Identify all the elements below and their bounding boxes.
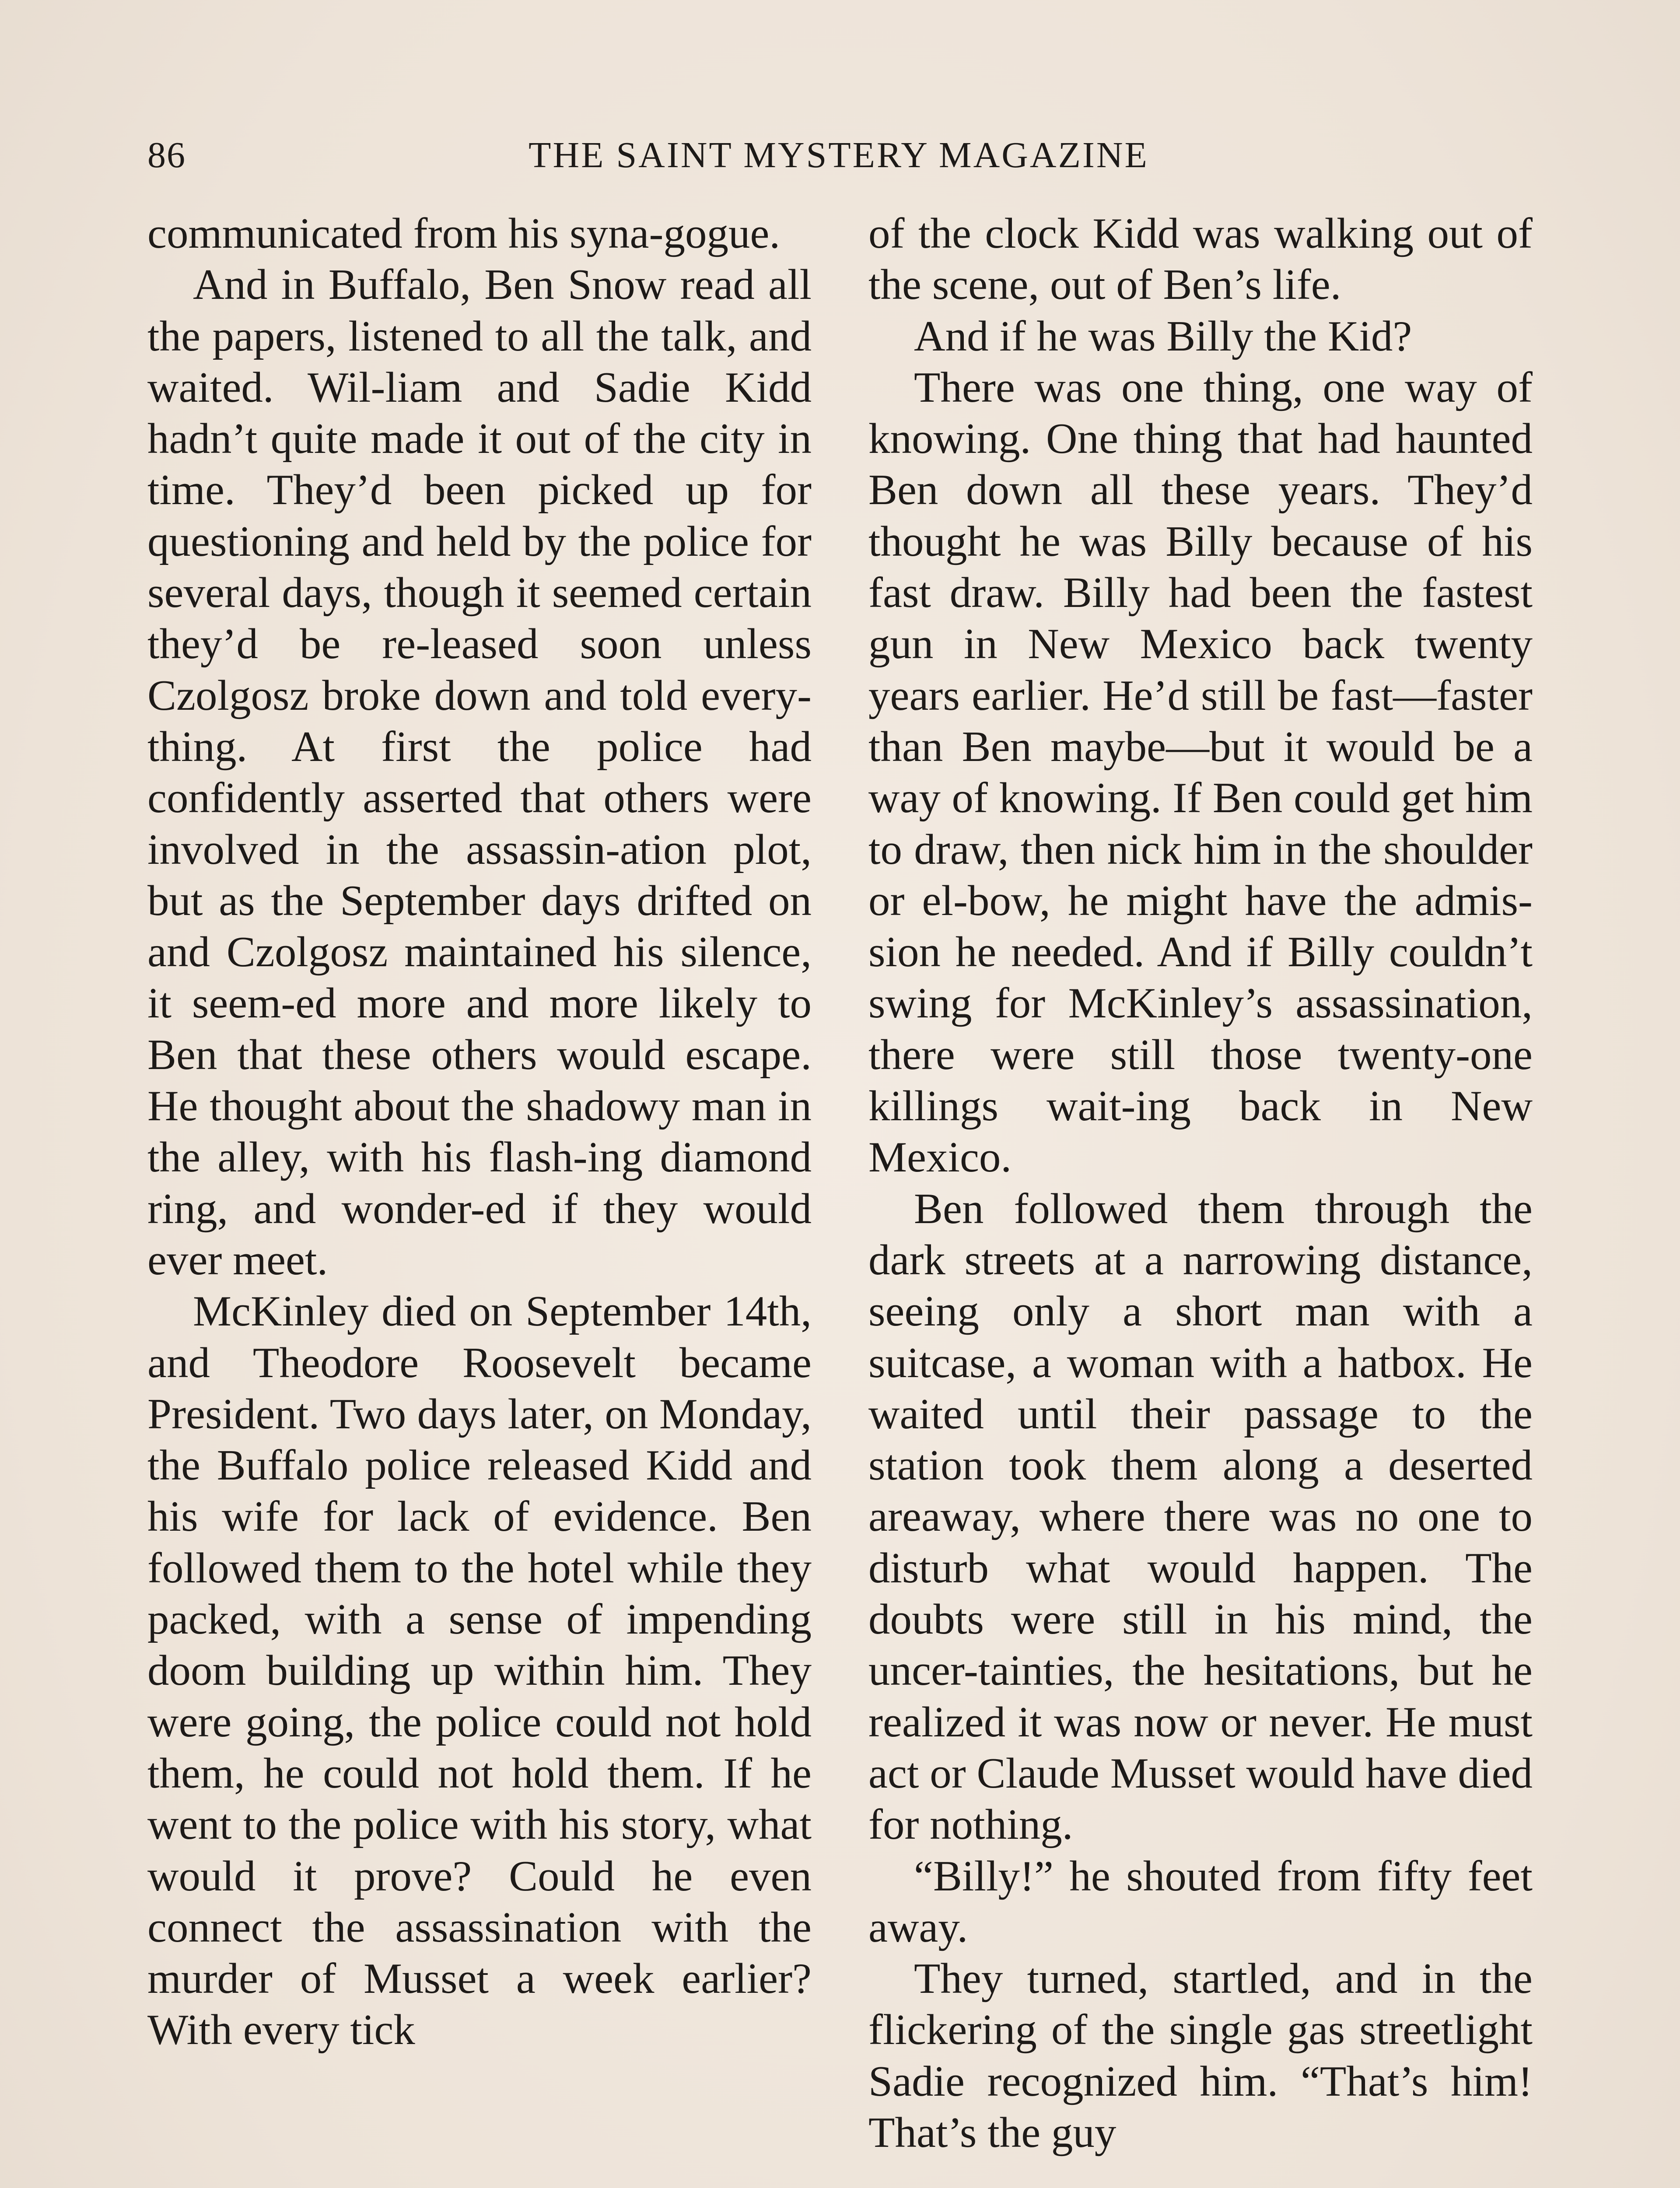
- page-number: 86: [147, 135, 186, 175]
- paragraph: communicated from his syna-gogue.: [147, 210, 780, 257]
- paragraph: And in Buffalo, Ben Snow read all the papers, listened to all the talk, and waited. Wil-liam and Sadie Kidd hadn’t quite made it out of the city in time. They’d been picked up for questioning and held by the police for several days, though it seemed certain they’d be re-leased soon unless Czolgosz broke down and told every-thing. At first the police had confidently asserted that others were involved in the assassin-ation plot, but as the September days drifted on and Czolgosz maintained his silence, it seem-ed more and more likely to Ben that these others would escape. He thought about the shadowy man in the alley, with his flash-ing diamond ring, and wonder-ed if they would ever meet.: [147, 261, 812, 1284]
- paragraph: And if he was Billy the Kid?: [914, 312, 1412, 360]
- left-text-column: [147, 208, 812, 2188]
- right-text-column: [868, 208, 1533, 2188]
- paragraph: McKinley died on September 14th, and Theodore Roosevelt became President. Two days later, on Monday, the Buffalo police released Kidd and his wife for lack of evidence. Ben followed them to the hotel while they packed, with a sense of impending doom building up within him. They were going, the police could not hold them, he could not hold them. If he went to the police with his story, what would it prove? Could he even connect the assassination with the murder of Musset a week earlier? With every tick: [147, 1287, 812, 2054]
- running-title: THE SAINT MYSTERY MAGAZINE: [528, 135, 1149, 175]
- paragraph: “Billy!” he shouted from fifty feet away.: [868, 1852, 1533, 1951]
- page-header: [147, 131, 1530, 179]
- paragraph: They turned, startled, and in the flickering of the single gas streetlight Sadie recognized him. “That’s him! That’s the guy: [868, 1955, 1533, 2156]
- paragraph: of the clock Kidd was walking out of the scene, out of Ben’s life.: [868, 210, 1533, 309]
- paragraph: Ben followed them through the dark streets at a narrowing distance, seeing only a short man with a suitcase, a woman with a hatbox. He waited until their passage to the station took them along a deserted areaway, where there was no one to disturb what would happen. The doubts were still in his mind, the uncer-tainties, the hesitations, but he realized it was now or never. He must act or Claude Musset would have died for nothing.: [868, 1185, 1533, 1849]
- paragraph: There was one thing, one way of knowing. One thing that had haunted Ben down all these years. They’d thought he was Billy because of his fast draw. Billy had been the fastest gun in New Mexico back twenty years earlier. He’d still be fast—faster than Ben maybe—but it would be a way of knowing. If Ben could get him to draw, then nick him in the shoulder or el-bow, he might have the admis-sion he needed. And if Billy couldn’t swing for McKinley’s assassination, there were still those twenty-one killings wait-ing back in New Mexico.: [868, 363, 1533, 1182]
